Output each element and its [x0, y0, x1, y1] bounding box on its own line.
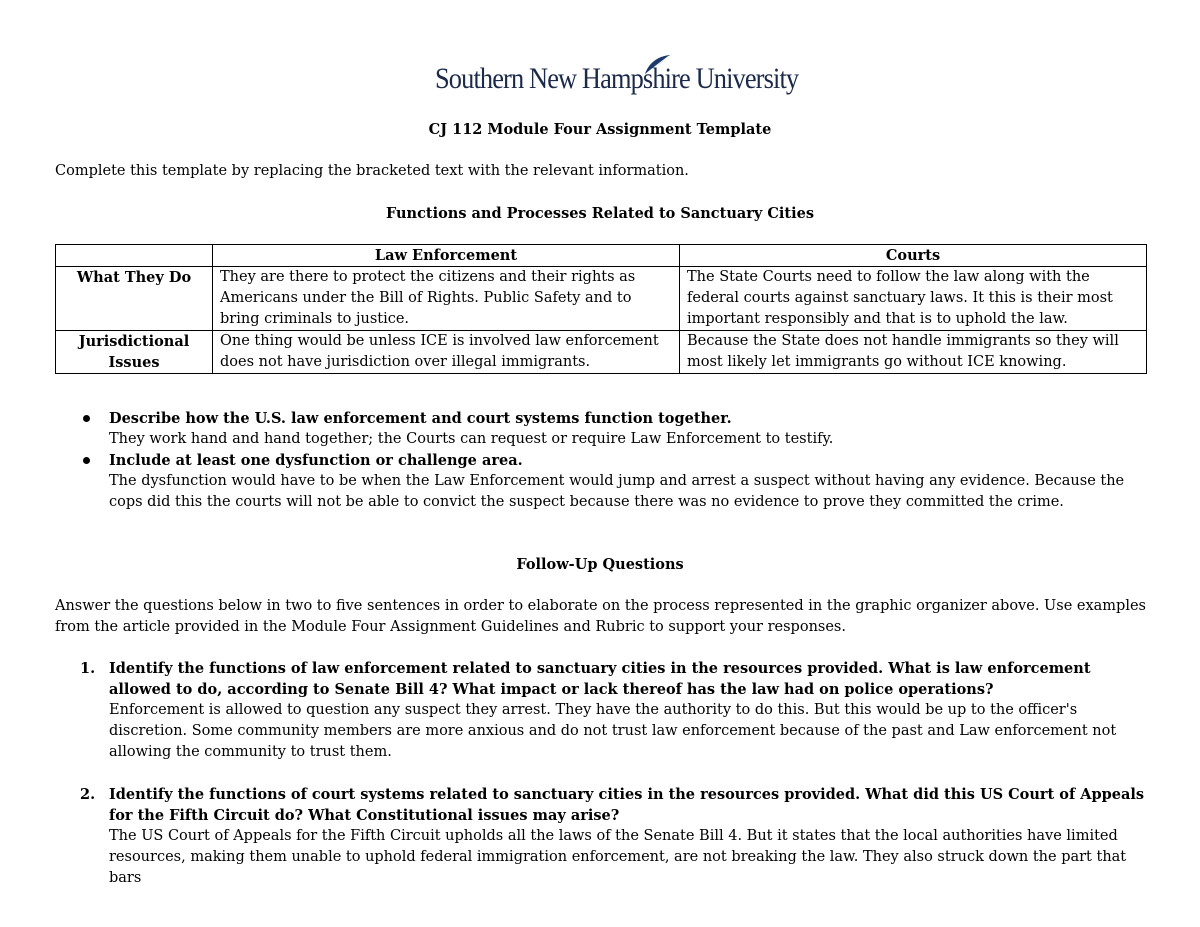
- question-answer: Enforcement is allowed to question any suspect they arrest. They have the authority to do this. But this would be up to the officer's discretion. Some community members are more anxious and do not trust law enforcement because of the past and Law enforcement not allowing the community to trust them.: [109, 702, 1117, 760]
- table-cell: Because the State does not handle immigrants so they will most likely let immigrants go without ICE knowing.: [680, 331, 1147, 374]
- followup-intro: Answer the questions below in two to five sentences in order to elaborate on the process represented in the graphic organizer above. Use examples from the article provided in the Module Four Assignment Guidelines and Rubric to support your responses.: [55, 598, 1146, 635]
- table-row: [56, 267, 1147, 331]
- row-header-jurisdictional-issues: Jurisdictional Issues: [56, 331, 213, 374]
- bullet-answer: They work hand and hand together; the Courts can request or require Law Enforcement to testify.: [109, 431, 834, 447]
- table-cell: The State Courts need to follow the law along with the federal courts against sanctuary laws. It this is their most important responsibly and that is to uphold the law.: [680, 267, 1147, 331]
- question-number: 2.: [80, 786, 96, 803]
- table-row: [56, 331, 1147, 374]
- question-item: [55, 784, 1145, 889]
- column-header-empty: [56, 245, 213, 267]
- bullet-prompt: Describe how the U.S. law enforcement and court systems function together.: [109, 410, 732, 427]
- bullet-prompt: Include at least one dysfunction or challenge area.: [109, 452, 523, 469]
- list-item: [55, 408, 1145, 450]
- university-logo: [435, 54, 799, 104]
- bullet-icon: [83, 457, 90, 464]
- table-header-row: [56, 245, 1147, 267]
- question-number: 1.: [80, 660, 96, 677]
- functions-table: [55, 244, 1147, 374]
- table-cell: One thing would be unless ICE is involved law enforcement does not have jurisdiction over illegal immigrants.: [213, 331, 680, 374]
- question-answer: The US Court of Appeals for the Fifth Circuit upholds all the laws of the Senate Bill 4. But it states that the local authorities have limited resources, making them unable to uphold federal immigration enforcement, are not breaking the law. They also struck down the part that bars: [109, 828, 1127, 886]
- instructions-text: Complete this template by replacing the bracketed text with the relevant information.: [55, 163, 689, 179]
- row-header-what-they-do: What They Do: [56, 267, 213, 331]
- question-prompt: Identify the functions of law enforcement related to sanctuary cities in the resources provided. What is law enforcement allowed to do, according to Senate Bill 4? What impact or lack thereof has the law had on police operations?: [109, 660, 1091, 698]
- list-item: [55, 450, 1145, 513]
- question-list: [55, 658, 1145, 910]
- bullet-list: [55, 408, 1145, 513]
- logo-text: Southern New Hampshire University: [435, 62, 799, 95]
- table-heading: Functions and Processes Related to Sanctuary Cities: [385, 205, 815, 222]
- column-header-law-enforcement: Law Enforcement: [213, 245, 680, 267]
- question-item: [55, 658, 1145, 763]
- table-cell: They are there to protect the citizens and their rights as Americans under the Bill of Rights. Public Safety and to bring criminals to justice.: [213, 267, 680, 331]
- bullet-icon: [83, 415, 90, 422]
- question-prompt: Identify the functions of court systems related to sanctuary cities in the resources provided. What did this US Court of Appeals for the Fifth Circuit do? What Constitutional issues may arise?: [109, 786, 1145, 824]
- followup-heading: Follow-Up Questions: [516, 556, 684, 573]
- bullet-answer: The dysfunction would have to be when the Law Enforcement would jump and arrest a suspect without having any evidence. Because the cops did this the courts will not be able to convict the suspect because there was no evidence to prove they committed the crime.: [109, 473, 1125, 510]
- column-header-courts: Courts: [680, 245, 1147, 267]
- document-title: CJ 112 Module Four Assignment Template: [428, 121, 772, 138]
